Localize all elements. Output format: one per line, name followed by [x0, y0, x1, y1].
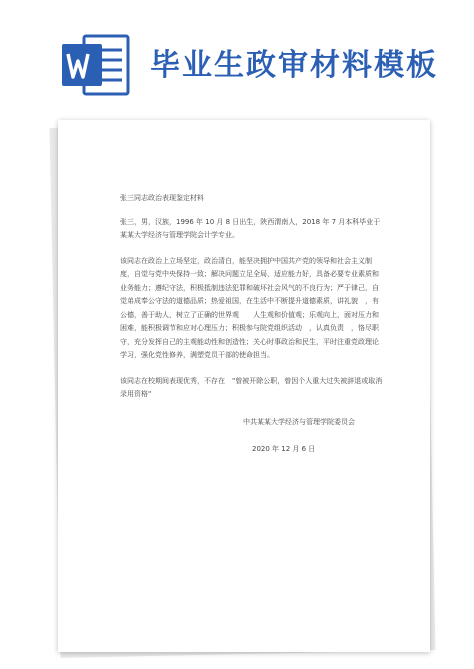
document-body	[120, 192, 385, 457]
header	[0, 0, 474, 118]
document-date: 2020 年 12 月 6 日	[252, 445, 316, 453]
word-document-icon	[62, 30, 130, 100]
page-title: 毕业生政审材料模板	[150, 48, 438, 83]
paragraph-basic-info: 张三，男，汉族，1996 年 10 月 8 日出生，陕西渭南人，2018 年 7 月本科毕业于某某大学经济与管理学院会计学专业。	[120, 217, 381, 239]
document-page	[58, 120, 430, 652]
paragraph-evaluation: 该同志在政治上立场坚定，政治清白，能坚决拥护中国共产党的领导和社会主义制度，自觉与党中央保持一致；解决问题立足全局，适应能力好，具备必要专业素质和业务能力；遵纪守法，积极抵制违法犯罪和破坏社会风气的不良行为；严于律己，自觉弟成奉公守法的道德品质；热爱祖国，在生活中不断提升道德素质，讲礼貌 ，有公德，善于助人，树立了正确的世界观 人生观和价值观；乐观向上，面对压力和困难，能积极调节和应对心理压力；积极参与院党组织活动 ，认真负责 ，恪尽职守，充分发挥自己的主观能动性和创造性；关心时事政治和民生，平时注重党政理论学习，强化党性修养，满塑党员干部的使命担当。	[120, 256, 379, 359]
document-heading: 张三同志政治表现鉴定材料	[120, 194, 204, 202]
paragraph-conclusion: 该同志在校期间表现优秀，不存在 "曾被开除公职，曾因个人重大过失被辞退或取消录用资格"	[120, 376, 383, 398]
issuing-organization: 中共某某大学经济与管理学院委员会	[243, 417, 355, 426]
